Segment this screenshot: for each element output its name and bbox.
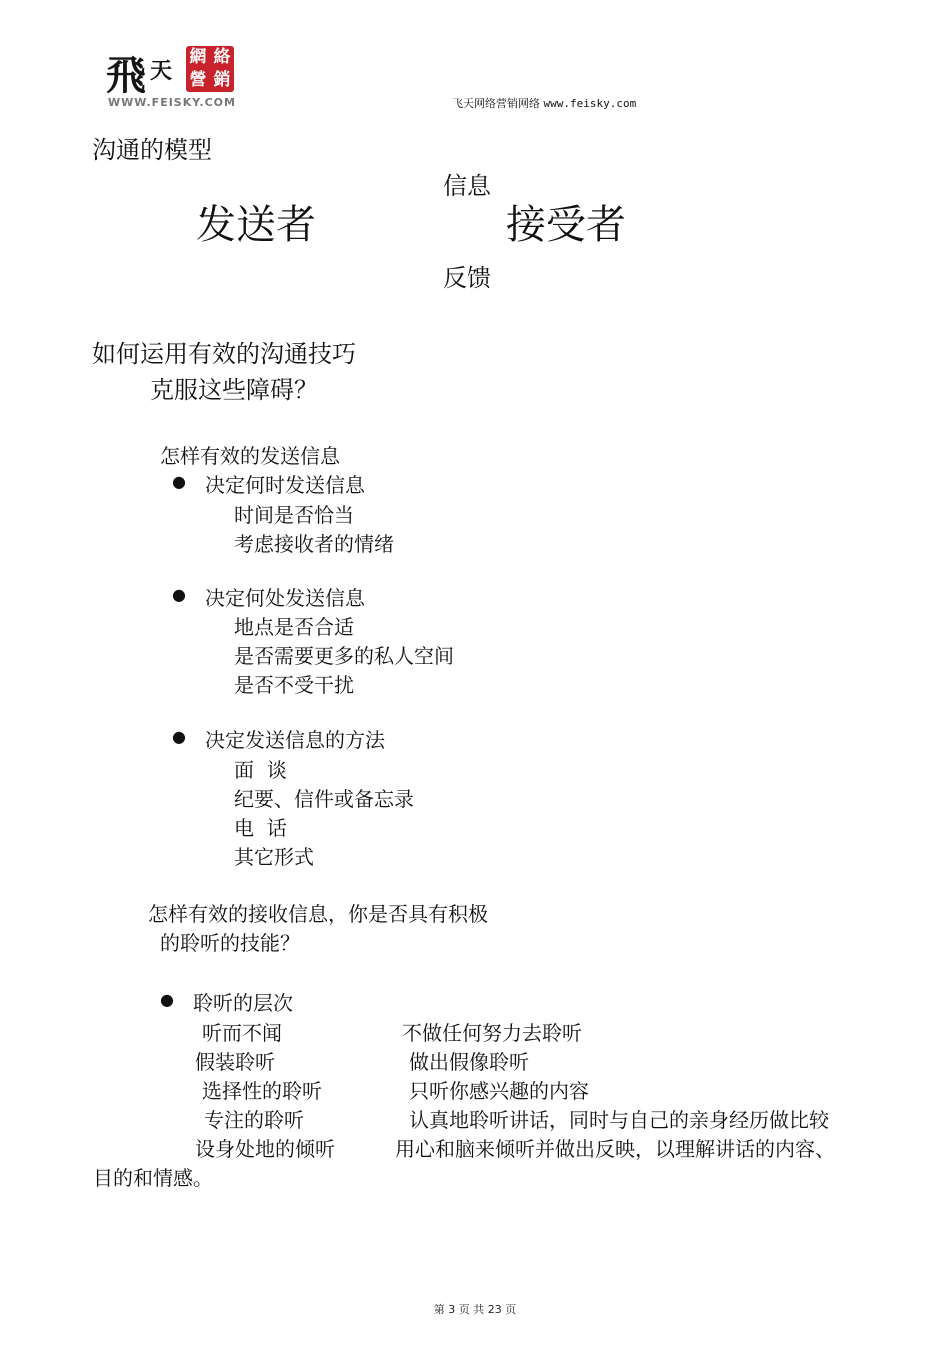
bullet-icon: ●: [172, 472, 186, 491]
model-receiver: 接受者: [506, 202, 626, 248]
question-line-2: 克服这些障碍？: [150, 376, 318, 404]
receiving-line-1: 怎样有效的接收信息，你是否具有积极: [148, 902, 488, 926]
sending-group-item: 地点是否合适: [234, 615, 354, 639]
listening-level-name: 假装聆听: [195, 1050, 275, 1074]
logo-url: WWW.FEISKY.COM: [108, 96, 236, 109]
sending-group-item: 其它形式: [234, 845, 314, 869]
sending-group-item: 是否需要更多的私人空间: [234, 644, 454, 668]
feisky-logo: [100, 44, 245, 110]
sending-group-heading: 决定发送信息的方法: [205, 728, 385, 752]
sending-group-heading: 决定何处发送信息: [205, 586, 365, 610]
question-line-1: 如何运用有效的沟通技巧: [92, 340, 356, 368]
logo-red-seal: [186, 46, 234, 92]
header-site-info: [452, 95, 636, 111]
listening-heading: 聆听的层次: [193, 991, 293, 1015]
header-site-name: 飞天网络营销网络: [452, 97, 540, 110]
listening-continuation: 目的和情感。: [93, 1166, 213, 1190]
model-title: 沟通的模型: [92, 136, 212, 164]
listening-level-name: 听而不闻: [202, 1021, 282, 1045]
listening-level-desc: 不做任何努力去聆听: [402, 1021, 582, 1045]
sending-group-item: 是否不受干扰: [234, 673, 354, 697]
listening-level-desc: 用心和脑来倾听并做出反映，以理解讲话的内容、: [395, 1137, 835, 1161]
logo-fei-character: 飛: [106, 52, 144, 99]
seal-char: 營: [189, 70, 207, 90]
listening-level-desc: 认真地聆听讲话，同时与自己的亲身经历做比较: [409, 1108, 829, 1132]
sending-group-item: 面 谈: [234, 758, 287, 782]
seal-char: 網: [189, 47, 207, 67]
sending-title: 怎样有效的发送信息: [160, 444, 340, 468]
bullet-icon: ●: [160, 990, 174, 1009]
header-site-url: www.feisky.com: [543, 97, 637, 110]
sending-group-item: 时间是否恰当: [234, 503, 354, 527]
sending-group-item: 电 话: [234, 816, 287, 840]
listening-level-name: 选择性的聆听: [202, 1079, 322, 1103]
seal-char: 絡: [213, 47, 231, 67]
sending-group-item: 考虑接收者的情绪: [234, 532, 394, 556]
logo-tian-character: 天: [150, 58, 173, 84]
bullet-icon: ●: [172, 585, 186, 604]
model-sender: 发送者: [196, 202, 316, 248]
model-message-label: 信息: [443, 172, 491, 200]
page-number: 第 3 页 共 23 页: [433, 1303, 517, 1316]
sending-group-item: 纪要、信件或备忘录: [234, 787, 414, 811]
listening-level-name: 专注的聆听: [204, 1108, 304, 1132]
model-feedback-label: 反馈: [443, 264, 491, 292]
seal-char: 銷: [213, 70, 231, 90]
bullet-icon: ●: [172, 727, 186, 746]
listening-level-name: 设身处地的倾听: [195, 1137, 335, 1161]
sending-group-heading: 决定何时发送信息: [205, 473, 365, 497]
listening-level-desc: 只听你感兴趣的内容: [409, 1079, 589, 1103]
listening-level-desc: 做出假像聆听: [409, 1050, 529, 1074]
receiving-line-2: 的聆听的技能？: [160, 931, 300, 955]
